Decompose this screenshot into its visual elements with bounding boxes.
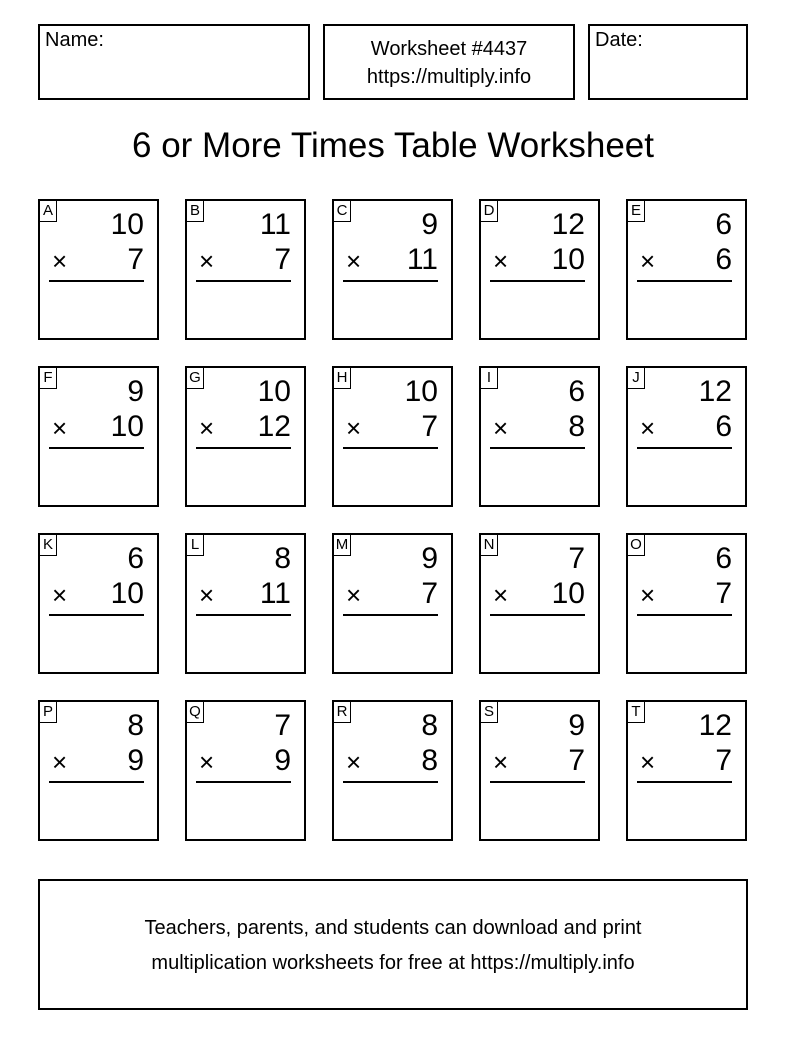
problem-top-number: 9: [421, 208, 438, 241]
multiply-sign: ×: [199, 246, 215, 276]
problem-bottom-number: 11: [406, 243, 438, 276]
multiply-sign: ×: [346, 413, 362, 443]
answer-line: [49, 614, 144, 616]
answer-line: [49, 781, 144, 783]
problem-letter: D: [480, 200, 498, 222]
multiply-sign: ×: [493, 580, 509, 610]
multiply-sign: ×: [199, 413, 215, 443]
problem-bottom-number: 8: [568, 410, 585, 443]
multiply-sign: ×: [199, 580, 215, 610]
problem-top-number: 7: [274, 709, 291, 742]
problem-bottom-number: 7: [274, 243, 291, 276]
problem-letter: P: [39, 701, 57, 723]
multiply-sign: ×: [640, 413, 656, 443]
problem-top-number: 6: [715, 542, 732, 575]
problem-top-number: 6: [568, 375, 585, 408]
problem-card[interactable]: [332, 366, 453, 507]
answer-line: [196, 447, 291, 449]
multiply-sign: ×: [640, 246, 656, 276]
multiply-sign: ×: [640, 747, 656, 777]
problem-letter: E: [627, 200, 645, 222]
problem-bottom-number: 10: [110, 410, 144, 443]
problem-card[interactable]: [38, 533, 159, 674]
page-title: 6 or More Times Table Worksheet: [132, 126, 654, 165]
problem-bottom-number: 9: [127, 744, 144, 777]
problem-bottom-number: 9: [274, 744, 291, 777]
problem-card[interactable]: [332, 533, 453, 674]
problem-bottom-number: 6: [715, 243, 732, 276]
problem-top-number: 8: [127, 709, 144, 742]
answer-line: [343, 280, 438, 282]
problem-top-number: 6: [127, 542, 144, 575]
problem-top-number: 7: [568, 542, 585, 575]
problem-bottom-number: 11: [259, 577, 291, 610]
problem-letter: O: [627, 534, 645, 556]
answer-line: [637, 280, 732, 282]
problem-bottom-number: 7: [421, 410, 438, 443]
footer-box: [38, 879, 748, 1010]
problem-letter: F: [39, 367, 57, 389]
multiply-sign: ×: [346, 747, 362, 777]
problem-card[interactable]: [38, 199, 159, 340]
problem-bottom-number: 7: [715, 577, 732, 610]
problem-bottom-number: 12: [257, 410, 291, 443]
answer-line: [343, 447, 438, 449]
problem-card[interactable]: [479, 366, 600, 507]
problem-top-number: 10: [404, 375, 438, 408]
worksheet-number: Worksheet #4437: [370, 38, 528, 60]
name-field[interactable]: [38, 24, 310, 100]
answer-line: [196, 781, 291, 783]
answer-line: [637, 447, 732, 449]
multiply-sign: ×: [52, 413, 68, 443]
worksheet-info-box: [323, 24, 575, 100]
problem-card[interactable]: [479, 700, 600, 841]
problem-bottom-number: 8: [421, 744, 438, 777]
problem-letter: J: [627, 367, 645, 389]
problem-top-number: 9: [421, 542, 438, 575]
footer-line-2: multiplication worksheets for free at https://multiply.info: [151, 952, 635, 974]
problem-bottom-number: 7: [421, 577, 438, 610]
problem-bottom-number: 7: [715, 744, 732, 777]
answer-line: [490, 781, 585, 783]
problem-bottom-number: 6: [715, 410, 732, 443]
multiply-sign: ×: [52, 747, 68, 777]
problem-top-number: 9: [127, 375, 144, 408]
name-label: Name:: [45, 29, 104, 51]
problem-letter: G: [186, 367, 204, 389]
problem-top-number: 9: [568, 709, 585, 742]
problem-card[interactable]: [626, 533, 747, 674]
multiply-sign: ×: [52, 246, 68, 276]
problem-top-number: 10: [110, 208, 144, 241]
problem-letter: Q: [186, 701, 204, 723]
multiply-sign: ×: [52, 580, 68, 610]
multiply-sign: ×: [493, 246, 509, 276]
footer-line-1: Teachers, parents, and students can download and print: [144, 917, 642, 939]
multiply-sign: ×: [199, 747, 215, 777]
problem-top-number: 10: [257, 375, 291, 408]
problem-top-number: 6: [715, 208, 732, 241]
problem-top-number: 12: [698, 375, 732, 408]
problem-card[interactable]: [185, 366, 306, 507]
answer-line: [490, 447, 585, 449]
problem-letter: N: [480, 534, 498, 556]
problem-bottom-number: 10: [110, 577, 144, 610]
answer-line: [490, 280, 585, 282]
multiply-sign: ×: [346, 246, 362, 276]
problem-card[interactable]: [185, 533, 306, 674]
problem-top-number: 8: [274, 542, 291, 575]
problem-card[interactable]: [332, 199, 453, 340]
answer-line: [196, 280, 291, 282]
date-field[interactable]: [588, 24, 748, 100]
multiply-sign: ×: [640, 580, 656, 610]
problem-top-number: 12: [698, 709, 732, 742]
problem-letter: R: [333, 701, 351, 723]
problem-letter: L: [186, 534, 204, 556]
answer-line: [490, 614, 585, 616]
problem-letter: M: [333, 534, 351, 556]
problem-bottom-number: 7: [127, 243, 144, 276]
problem-top-number: 12: [551, 208, 585, 241]
problem-letter: H: [333, 367, 351, 389]
answer-line: [343, 781, 438, 783]
answer-line: [343, 614, 438, 616]
problem-card[interactable]: [626, 700, 747, 841]
problem-bottom-number: 10: [551, 577, 585, 610]
problem-card[interactable]: [626, 199, 747, 340]
problem-letter: C: [333, 200, 351, 222]
problem-top-number: 11: [259, 208, 291, 241]
multiply-sign: ×: [493, 413, 509, 443]
problem-card[interactable]: [479, 199, 600, 340]
answer-line: [637, 614, 732, 616]
problem-card[interactable]: [38, 700, 159, 841]
problem-letter: B: [186, 200, 204, 222]
problem-card[interactable]: [479, 533, 600, 674]
problem-card[interactable]: [332, 700, 453, 841]
problem-letter: S: [480, 701, 498, 723]
problem-card[interactable]: [185, 199, 306, 340]
problem-card[interactable]: [626, 366, 747, 507]
multiply-sign: ×: [493, 747, 509, 777]
problem-letter: T: [627, 701, 645, 723]
answer-line: [637, 781, 732, 783]
multiply-sign: ×: [346, 580, 362, 610]
problem-top-number: 8: [421, 709, 438, 742]
answer-line: [49, 447, 144, 449]
problem-card[interactable]: [38, 366, 159, 507]
worksheet-url: https://multiply.info: [366, 66, 532, 88]
answer-line: [49, 280, 144, 282]
problem-letter: I: [480, 367, 498, 389]
date-label: Date:: [595, 29, 643, 51]
problem-bottom-number: 7: [568, 744, 585, 777]
answer-line: [196, 614, 291, 616]
problem-bottom-number: 10: [551, 243, 585, 276]
problem-letter: A: [39, 200, 57, 222]
problem-letter: K: [39, 534, 57, 556]
problem-card[interactable]: [185, 700, 306, 841]
